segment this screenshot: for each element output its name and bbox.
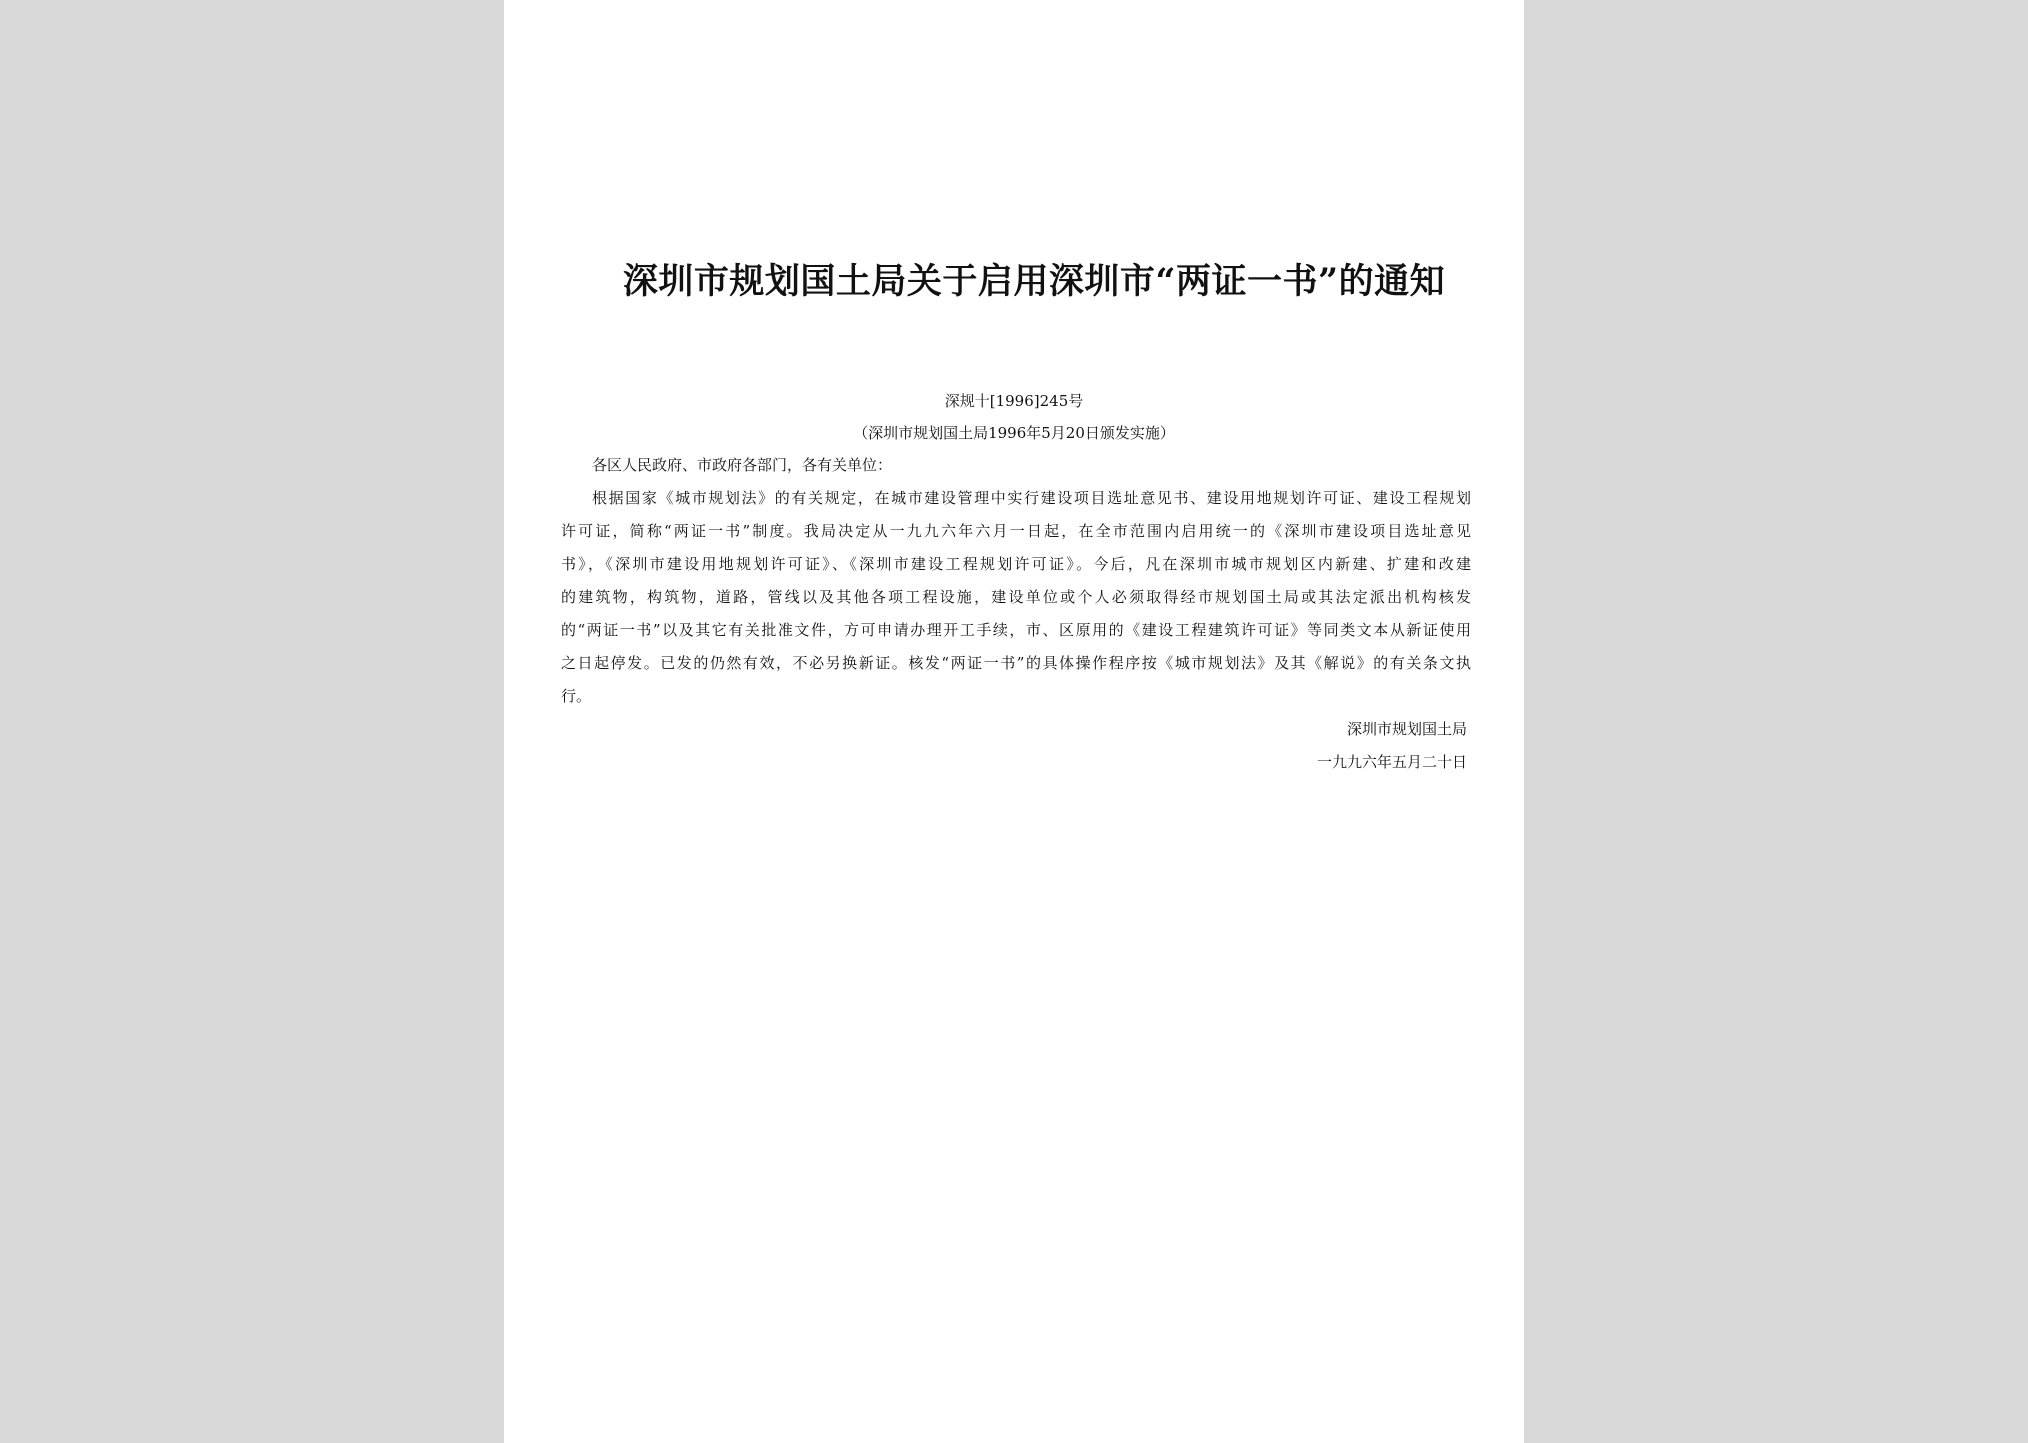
body-line: 之日起停发。已发的仍然有效，不必另换新证。核发“两证一书”的具体操作程序按《城市规划法》及其《解说》的有关条文执 — [561, 654, 1471, 672]
document-title: 深圳市规划国土局关于启用深圳市“两证一书”的通知 — [622, 261, 1446, 302]
document-body — [561, 487, 1471, 718]
body-line: 行。 — [561, 687, 592, 705]
document-number: 深规十[1996]245号 — [944, 392, 1084, 410]
issue-date: 一九九六年五月二十日 — [1316, 753, 1467, 771]
issue-note: （深圳市规划国土局1996年5月20日颁发实施） — [853, 424, 1175, 442]
body-line: 的建筑物，构筑物，道路，管线以及其他各项工程设施，建设单位或个人必须取得经市规划国土局或其法定派出机构核发 — [561, 588, 1471, 606]
body-line: 的“两证一书”以及其它有关批准文件，方可申请办理开工手续，市、区原用的《建设工程建筑许可证》等同类文本从新证使用 — [561, 621, 1471, 639]
body-line: 根据国家《城市规划法》的有关规定，在城市建设管理中实行建设项目选址意见书、建设用地规划许可证、建设工程规划 — [592, 489, 1471, 507]
document-page — [504, 0, 1524, 1443]
salutation: 各区人民政府、市政府各部门，各有关单位： — [592, 456, 893, 474]
body-line: 书》，《深圳市建设用地规划许可证》、《深圳市建设工程规划许可证》。今后，凡在深圳市城市规划区内新建、扩建和改建 — [561, 555, 1471, 573]
issuer-signature: 深圳市规划国土局 — [1346, 720, 1467, 738]
body-line: 许可证，简称“两证一书”制度。我局决定从一九九六年六月一日起，在全市范围内启用统一的《深圳市建设项目选址意见 — [561, 522, 1471, 540]
